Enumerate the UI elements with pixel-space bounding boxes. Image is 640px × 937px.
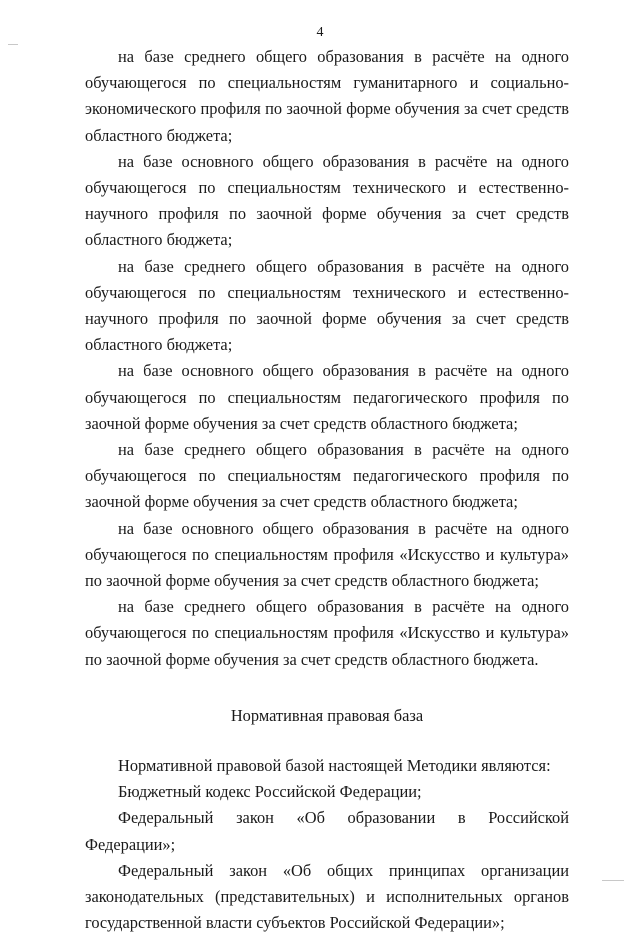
paragraph: Бюджетный кодекс Российской Федерации;: [118, 782, 422, 802]
paragraph: на базе среднего общего образования в расчёте на одного обучающегося по специальностям технического и естественно-научного профиля по заочной форме обучения за счет средств областного бюджета;: [85, 256, 569, 355]
paragraph: на базе среднего общего образования в расчёте на одного обучающегося по специальностям гуманитарного и социально-экономического профиля по заочной форме обучения за счет средств областного бюджета;: [85, 47, 569, 145]
scan-artifact: [602, 880, 624, 881]
page-number: 4: [316, 25, 324, 40]
section-heading: Нормативная правовая база: [230, 705, 424, 725]
paragraph: на базе основного общего образования в расчёте на одного обучающегося по специальностям педагогического профиля по заочной форме обучения за счет средств областного бюджета;: [85, 361, 569, 433]
paragraph: на базе основного общего образования в расчёте на одного обучающегося по специальностям технического и естественно-научного профиля по заочной форме обучения за счет средств областного бюджета;: [85, 151, 569, 250]
paragraph: на базе среднего общего образования в расчёте на одного обучающегося по специальностям педагогического профиля по заочной форме обучения за счет средств областного бюджета;: [85, 440, 569, 512]
document-body: [85, 44, 569, 937]
paragraph: на базе основного общего образования в расчёте на одного обучающегося по специальностям профиля «Искусство и культура» по заочной форме обучения за счет средств областного бюджета;: [85, 518, 569, 591]
paragraph: Федеральный закон «Об общих принципах организации законодательных (представительных) и исполнительных органов государственной власти субъектов Российской Федерации»;: [85, 860, 569, 933]
paragraph: на базе среднего общего образования в расчёте на одного обучающегося по специальностям профиля «Искусство и культура» по заочной форме обучения за счет средств областного бюджета.: [85, 597, 569, 669]
scan-artifact: [8, 44, 18, 45]
paragraph: Федеральный закон «Об образовании в Российской Федерации»;: [85, 808, 569, 854]
paragraph: Нормативной правовой базой настоящей Методики являются:: [118, 756, 551, 776]
